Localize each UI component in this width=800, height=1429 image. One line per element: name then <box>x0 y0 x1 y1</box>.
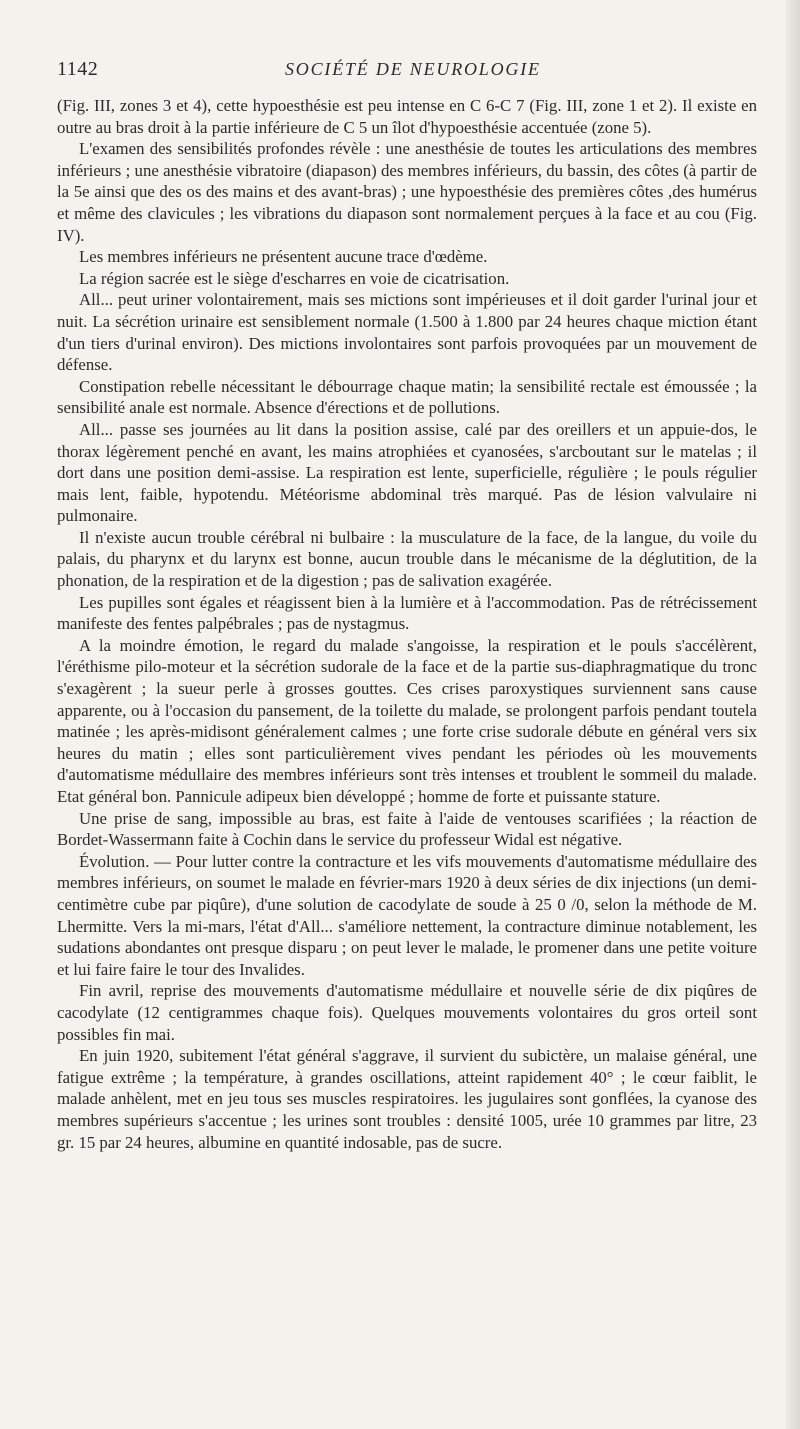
paragraph-4: La région sacrée est le siège d'escharres en voie de cicatrisation. <box>79 268 510 288</box>
paragraph-3: Les membres inférieurs ne présentent aucune trace d'œdème. <box>79 247 488 267</box>
paragraph-14: En juin 1920, subitement l'état général s'aggrave, il survient du subictère, un malaise général, une fatigue extrême ; la température, à grandes oscillations, atteint rapidement 40° ; le cœur faiblit, le malade anhèlent, met en jeu tous ses muscles respiratoires. les jugulaires sont gonflées, la cyanose des membres supérieurs s'accentue ; les urines sont troubles : densité 1005, urée 10 grammes par litre, 23 gr. 15 par 24 heures, albumine en quantité indosable, pas de sucre. <box>57 1046 757 1152</box>
body-text <box>57 95 757 1153</box>
paragraph-7: All... passe ses journées au lit dans la position assise, calé par des oreillers et un appuie-dos, le thorax légèrement penché en avant, les mains atrophiées et cyanosées, s'arcboutant sur le matelas ; il dort dans une position demi-assise. La respiration est lente, superficielle, régulière ; le pouls régulier mais lent, faible, hypotendu. Météorisme abdominal très marqué. Pas de lésion valvulaire ni pulmonaire. <box>57 419 757 526</box>
paragraph-5: All... peut uriner volontairement, mais ses mictions sont impérieuses et il doit garder l'urinal jour et nuit. La sécrétion urinaire est sensiblement normale (1.500 à 1.800 par 24 heures chaque miction étant d'un tiers d'urinal environ). Des mictions involontaires sont parfois provoquées par un mouvement de défense. <box>57 290 757 375</box>
running-head: SOCIÉTÉ DE NEUROLOGIE <box>285 59 541 79</box>
paragraph-11: Une prise de sang, impossible au bras, est faite à l'aide de ventouses scarifiées ; la réaction de Bordet-Wassermann faite à Cochin dans le service du professeur Widal est négative. <box>57 808 757 850</box>
paragraph-9: Les pupilles sont égales et réagissent bien à la lumière et à l'accommodation. Pas de rétrécissement manifeste des fentes palpébrales ; pas de nystagmus. <box>57 592 757 634</box>
page-number: 1142 <box>57 58 99 80</box>
paragraph-8: Il n'existe aucun trouble cérébral ni bulbaire : la musculature de la face, de la langue, du voile du palais, du pharynx et du larynx est bonne, aucun trouble dans le mécanisme de la déglutition, de la phonation, de la respiration et de la digestion ; pas de salivation exagérée. <box>57 527 757 591</box>
page-edge-shadow <box>786 0 800 1429</box>
paragraph-2: L'examen des sensibilités profondes révèle : une anesthésie de toutes les articulations des membres inférieurs ; une anesthésie vibratoire (diapason) des membres inférieurs, du bassin, des côtes (à partir de la 5e ainsi que des os des mains et des avant-bras) ; une hypoesthésie des premières côtes ,des humérus et même des clavicules ; les vibrations du diapason sont normalement perçues à la face et au cou (Fig. IV). <box>57 139 757 245</box>
paragraph-13: Fin avril, reprise des mouvements d'automatisme médullaire et nouvelle série de dix piqûres de cacodylate (12 centigrammes chaque fois). Quelques mouvements volontaires du gros orteil sont possibles fin mai. <box>57 981 757 1044</box>
paragraph-12-evolution: Évolution. — Pour lutter contre la contracture et les vifs mouvements d'automatisme médullaire des membres inférieurs, on soumet le malade en février-mars 1920 à deux séries de dix injections (un demi-centimètre cube par piqûre), d'une solution de cacodylate de soude à 25 0 /0, selon la méthode de M. Lhermitte. Vers la mi-mars, l'état d'All... s'améliore nettement, la contracture diminue notablement, les sudations abondantes ont presque disparu ; on peut lever le malade, le promener dans une petite voiture et lui faire faire le tour des Invalides. <box>57 851 757 979</box>
paragraph-1: (Fig. III, zones 3 et 4), cette hypoesthésie est peu intense en C 6-C 7 (Fig. III, zone 1 et 2). Il existe en outre au bras droit à la partie inférieure de C 5 un îlot d'hypoesthésie accentuée (zone 5). <box>57 96 757 137</box>
paragraph-10: A la moindre émotion, le regard du malade s'angoisse, la respiration et le pouls s'accélèrent, l'éréthisme pilo-moteur et la sécrétion sudorale de la face et de la partie sus-diaphragmatique du tronc s'exagèrent ; la sueur perle à grosses gouttes. Ces crises paroxystiques surviennent sans cause apparente, ou à l'occasion du pansement, de la toilette du malade, se prolongent parfois pendant toutela matinée ; les après-midisont généralement calmes ; une forte crise sudorale débute en général vers six heures du matin ; elles sont particulièrement vives pendant les périodes où les mouvements d'automatisme médullaire des membres inférieurs sont très intenses et troublent le sommeil du malade. Etat général bon. Pannicule adipeux bien développé ; homme de forte et puissante stature. <box>57 635 757 806</box>
paragraph-6: Constipation rebelle nécessitant le débourrage chaque matin; la sensibilité rectale est émoussée ; la sensibilité anale est normale. Absence d'érections et de pollutions. <box>57 376 757 418</box>
page-header <box>57 58 755 88</box>
